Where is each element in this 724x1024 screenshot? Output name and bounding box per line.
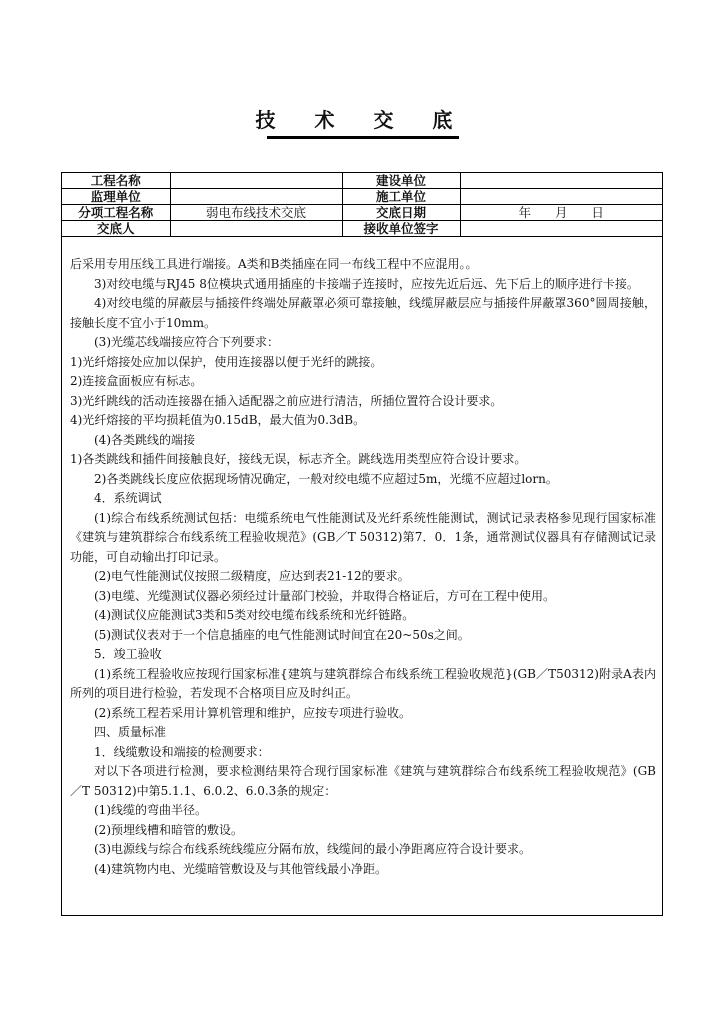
paragraph: (4)测试仪应能测试3类和5类对绞电缆布线系统和光纤链路。: [94, 608, 415, 622]
header-row: [62, 221, 662, 237]
paragraph: (3)光缆芯线端接应符合下列要求：: [94, 335, 279, 349]
project-name-label: 工程名称: [62, 173, 170, 189]
header-table: [62, 173, 662, 237]
disclosure-content: [70, 255, 656, 879]
paragraph: (2)电气性能测试仪按照二级精度，应达到表21-12的要求。: [94, 569, 410, 583]
receiver-label: 接收单位签字: [342, 221, 460, 237]
date-label: 交底日期: [342, 205, 460, 221]
supervisor-value[interactable]: [170, 189, 342, 205]
paragraph: 4)对绞电缆的屏蔽层与插接件终端处屏蔽罩必须可靠接触，线缆屏蔽层应与插接件屏蔽罩360°圆周接触，接触长度不宜小于10mm。: [70, 296, 656, 330]
builder-label: 建设单位: [342, 173, 460, 189]
disclosure-form: [61, 172, 663, 916]
paragraph: 3)光纤跳线的活动连接器在插入适配器之前应进行清洁，所插位置符合设计要求。: [70, 393, 503, 408]
document-title: 技 术 交 底: [255, 108, 469, 132]
paragraph: 2)连接盒面板应有标志。: [70, 374, 203, 388]
discloser-value[interactable]: [170, 221, 342, 237]
header-row: [62, 205, 662, 221]
sub-project-value[interactable]: 弱电布线技术交底: [170, 205, 342, 221]
paragraph: 3)对绞电缆与RJ45 8位模块式通用插座的卡接端子连接时，应按先近后远、先下后上的顺序进行卡接。: [94, 276, 639, 291]
paragraph: 1．线缆敷设和端接的检测要求：: [94, 744, 270, 759]
paragraph: (1)线缆的弯曲半径。: [94, 803, 207, 817]
paragraph: (2)系统工程若采用计算机管理和维护，应按专项进行验收。: [94, 705, 412, 720]
title-underline: [267, 136, 459, 139]
paragraph: 2)各类跳线长度应依据现场情况确定，一般对绞电缆不应超过5m，光缆不应超过lorn。: [94, 471, 558, 486]
contractor-value[interactable]: [460, 189, 662, 205]
paragraph: (1)系统工程验收应按现行国家标准{建筑与建筑群综合布线系统工程验收规范}(GB／T50312)附录A表内所列的项目进行检验，若发现不合格项目应及时纠正。: [70, 666, 656, 700]
sub-project-label: 分项工程名称: [62, 205, 170, 221]
paragraph: (4)建筑物内电、光缆暗管敷设及与其他管线最小净距。: [94, 861, 388, 876]
header-row: [62, 189, 662, 205]
paragraph: 1)光纤熔接处应加以保护，使用连接器以便于光纤的跳接。: [70, 354, 383, 369]
contractor-label: 施工单位: [342, 189, 460, 205]
supervisor-label: 监理单位: [62, 189, 170, 205]
paragraph: 对以下各项进行检测，要求检测结果符合现行国家标准《建筑与建筑群综合布线系统工程验收规范》(GB／T 50312)中第5.1.1、6.0.2、6.0.3条的规定：: [70, 764, 656, 798]
header-row: [62, 173, 662, 189]
paragraph: 1)各类跳线和插件间接触良好，接线无误，标志齐全。跳线选用类型应符合设计要求。: [70, 452, 527, 466]
paragraph: 后采用专用压线工具进行端接。A类和B类插座在同一布线工程中不应混用。。: [70, 257, 478, 271]
paragraph: (5)测试仪表对于一个信息插座的电气性能测试时间宜在20~50s之间。: [94, 627, 470, 642]
paragraph: 4)光纤熔接的平均损耗值为0.15dB，最大值为0.3dB。: [70, 413, 366, 427]
receiver-value[interactable]: [460, 221, 662, 237]
paragraph: (4)各类跳线的端接: [94, 432, 195, 447]
paragraph: (2)预埋线槽和暗管的敷设。: [94, 822, 243, 837]
paragraph: 4．系统调试: [94, 491, 162, 505]
paragraph: 四、质量标准: [94, 725, 167, 739]
discloser-label: 交底人: [62, 221, 170, 237]
paragraph: (3)电源线与综合布线系统线缆应分隔布放，线缆间的最小净距离应符合设计要求。: [94, 842, 532, 856]
builder-value[interactable]: [460, 173, 662, 189]
date-value[interactable]: 年 月 日: [460, 205, 662, 221]
project-name-value[interactable]: [170, 173, 342, 189]
paragraph: 5．竣工验收: [94, 647, 162, 661]
paragraph: (1)综合布线系统测试包括：电缆系统电气性能测试及光纤系统性能测试，测试记录表格参见现行国家标准《建筑与建筑群综合布线系统工程验收规范》(GB／T 50312)第7．0．1条，通常测试仪器具有存储测试记录功能，可自动输出打印记录。: [70, 510, 656, 564]
paragraph: (3)电缆、光缆测试仪器必须经过计量部门校验，并取得合格证后，方可在工程中使用。: [94, 588, 556, 603]
